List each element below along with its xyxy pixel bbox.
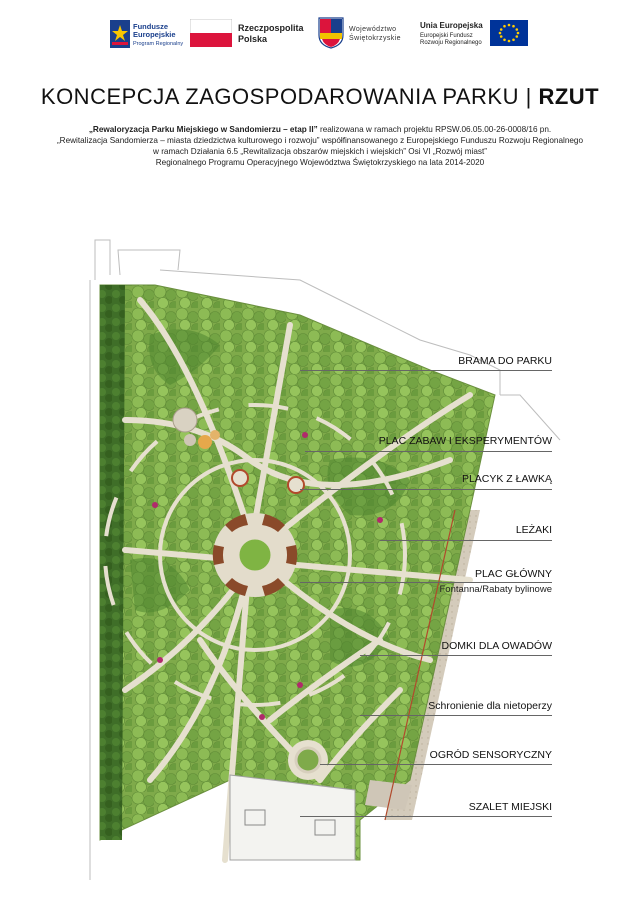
label-fontanna: Fontanna/Rabaty bylinowe (439, 584, 552, 595)
sensory-garden (288, 740, 328, 780)
page-title (0, 84, 640, 110)
eu-flag-icon (490, 20, 528, 46)
label-schronienie: Schronienie dla nietoperzy (428, 700, 552, 712)
subtitle-line1: realizowana w ramach projektu RPSW.06.05.00-26-0008/16 pn. (317, 125, 552, 134)
polish-flag-icon (190, 19, 232, 47)
label-szalet: SZALET MIEJSKI (468, 801, 552, 813)
ue-line3: Rozwoju Regionalnego (420, 40, 482, 46)
project-description (40, 124, 600, 168)
label-brama: BRAMA DO PARKU (458, 355, 552, 367)
leader-plac-zabaw (305, 451, 552, 452)
title-bold: RZUT (538, 84, 600, 109)
subtitle-line2: „Rewitalizacja Sandomierza – miasta dziedzictwa kulturowego i rozwoju” współfinansowanego z Europejskiego Funduszu Rozwoju Regionalnego (56, 136, 584, 145)
logo-bar (0, 14, 640, 54)
label-domki: DOMKI DLA OWADÓW (441, 640, 552, 652)
label-ogrod: OGRÓD SENSORYCZNY (429, 749, 552, 761)
wojewodztwo-logo (318, 14, 408, 54)
label-plac-zabaw: PLAC ZABAW I EKSPERYMENTÓW (378, 435, 552, 447)
leader-brama (300, 370, 552, 371)
subtitle-bold: „Rewaloryzacja Parku Miejskiego w Sandomierzu – etap II” (88, 125, 318, 134)
leader-szalet (300, 816, 552, 817)
park-plan (0, 220, 640, 880)
main-plaza (213, 513, 297, 597)
label-lezaki: LEŻAKI (515, 524, 552, 536)
coat-of-arms-icon (318, 17, 344, 49)
ws-line1: Województwo (349, 26, 397, 33)
fe-line1: Fundusze (133, 22, 168, 31)
leader-schronienie (360, 715, 552, 716)
toilet-area (230, 775, 355, 860)
ws-line2: Świętokrzyskie (349, 35, 401, 42)
ue-line1: Unia Europejska (420, 21, 483, 30)
label-placyk: PLACYK Z ŁAWKĄ (461, 473, 552, 485)
tree-row-west (100, 285, 125, 840)
title-separator: | (518, 84, 539, 109)
rp-line2: Polska (238, 34, 268, 44)
fe-line3: Program Regionalny (133, 41, 184, 47)
rp-line1: Rzeczpospolita (238, 23, 304, 33)
rzeczpospolita-logo (190, 14, 304, 54)
unia-europejska-logo (420, 14, 530, 54)
fe-line2: Europejskie (133, 30, 176, 39)
leader-domki (360, 655, 552, 656)
leader-placyk (300, 489, 552, 490)
title-main: KONCEPCJA ZAGOSPODAROWANIA PARKU (40, 84, 519, 109)
subtitle-line4: Regionalnego Programu Operacyjnego Województwa Świętokrzyskiego na lata 2014-2020 (155, 158, 485, 167)
ue-line2: Europejski Fundusz (420, 33, 473, 39)
leader-ogrod (320, 764, 552, 765)
leader-plac-glowny (300, 582, 552, 583)
leader-lezaki (380, 540, 552, 541)
label-plac-glowny: PLAC GŁÓWNY (474, 568, 552, 580)
fe-star-icon (110, 20, 130, 48)
fundusze-europejskie-logo (110, 14, 195, 54)
subtitle-line3: w ramach Działania 6.5 „Rewitalizacja obszarów miejskich i wiejskich” Osi VI „Rozwój miast” (153, 147, 487, 156)
